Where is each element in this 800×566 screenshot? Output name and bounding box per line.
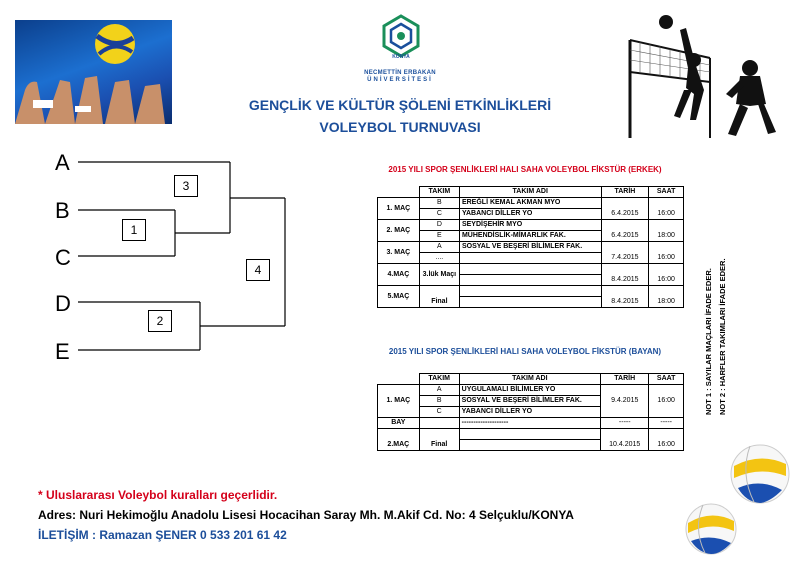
note-2: NOT 2 : HARFLER TAKIMLARI İFADE EDER. — [718, 258, 727, 415]
team-name: SOSYAL VE BEŞERİ BİLİMLER FAK. — [459, 242, 601, 253]
table-row — [378, 220, 684, 231]
team-code: C — [419, 407, 459, 418]
col-header-time: SAAT — [649, 187, 684, 198]
match-time: 16:00 — [649, 242, 684, 264]
match-date: 6.4.2015 — [601, 198, 649, 220]
university-name-line1: NECMETTİN ERBAKAN — [364, 70, 436, 76]
col-header-team: TAKIM — [419, 187, 459, 198]
team-code: Final — [419, 286, 459, 308]
women-fixture-title: 2015 YILI SPOR ŞENLİKLERİ HALI SAHA VOLEYBOL FİKSTÜR (BAYAN) — [388, 347, 662, 356]
table-row — [378, 418, 684, 429]
match-date: ----- — [601, 418, 649, 429]
team-code: B — [419, 198, 459, 209]
team-name — [459, 264, 601, 275]
table-row — [378, 429, 684, 440]
team-name — [459, 297, 601, 308]
team-letter-c: C — [55, 245, 71, 270]
volleyball-icon — [730, 444, 790, 504]
team-name: YABANCI DİLLER YO — [459, 209, 601, 220]
match-label: 1. MAÇ — [378, 385, 420, 418]
university-name — [350, 70, 450, 84]
volleyball-players-silhouette — [600, 10, 790, 140]
match-date: 8.4.2015 — [601, 286, 649, 308]
team-code: D — [419, 220, 459, 231]
match-label: 3. MAÇ — [378, 242, 420, 264]
match-date: 10.4.2015 — [601, 429, 649, 451]
team-code: B — [419, 396, 459, 407]
col-header-team-name: TAKIM ADI — [459, 187, 601, 198]
col-header-team-name: TAKIM ADI — [459, 374, 600, 385]
team-letter-d: D — [55, 291, 71, 316]
team-code: A — [419, 242, 459, 253]
match-time: 16:00 — [649, 198, 684, 220]
men-fixture-title: 2015 YILI SPOR ŞENLİKLERİ HALI SAHA VOLEYBOL FİKSTÜR (ERKEK) — [388, 165, 662, 174]
team-letter-e: E — [55, 339, 70, 364]
event-title: GENÇLİK VE KÜLTÜR ŞÖLENİ ETKİNLİKLERİ — [248, 97, 552, 113]
women-fixture-table — [377, 373, 684, 451]
match-date: 6.4.2015 — [601, 220, 649, 242]
team-name: MÜHENDİSLİK-MİMARLIK FAK. — [459, 231, 601, 242]
team-name — [459, 286, 601, 297]
team-name: SEYDİŞEHİR MYO — [459, 220, 601, 231]
match-label: 5.MAÇ — [378, 286, 420, 308]
team-letter-b: B — [55, 198, 70, 223]
table-row — [378, 286, 684, 297]
university-logo — [378, 14, 424, 64]
match-time: 18:00 — [649, 286, 684, 308]
match-date: 7.4.2015 — [601, 242, 649, 264]
note-1: NOT 1 : SAYILAR MAÇLARI İFADE EDER. — [704, 268, 713, 415]
team-name: EREĞLİ KEMAL AKMAN MYO — [459, 198, 601, 209]
team-code: E — [419, 231, 459, 242]
match-label: BAY — [378, 418, 420, 429]
col-header-time: SAAT — [649, 374, 684, 385]
logo-city: KONYA — [392, 54, 410, 60]
match-box-1: 1 — [122, 219, 146, 241]
team-name — [459, 253, 601, 264]
notes — [694, 215, 730, 415]
table-header-row — [378, 187, 684, 198]
team-name: -------------------- — [459, 418, 600, 429]
match-label: 4.MAÇ — [378, 264, 420, 286]
table-row — [378, 242, 684, 253]
match-time: 16:00 — [649, 429, 684, 451]
table-header-row — [378, 374, 684, 385]
match-time: ----- — [649, 418, 684, 429]
match-label: 2.MAÇ — [378, 429, 420, 451]
team-name — [459, 275, 601, 286]
contact-info: İLETİŞİM : Ramazan ŞENER 0 533 201 61 42 — [38, 528, 287, 542]
table-row — [378, 264, 684, 275]
table-row — [378, 198, 684, 209]
table-row — [378, 385, 684, 396]
match-label: 1. MAÇ — [378, 198, 420, 220]
volleyball-hands-photo — [15, 20, 172, 124]
match-box-3: 3 — [174, 175, 198, 197]
team-letter-a: A — [55, 150, 70, 175]
team-name: YABANCI DİLLER YO — [459, 407, 600, 418]
team-code: Final — [419, 429, 459, 451]
team-code: A — [419, 385, 459, 396]
match-label: 2. MAÇ — [378, 220, 420, 242]
match-time: 16:00 — [649, 385, 684, 418]
col-header-team: TAKIM — [419, 374, 459, 385]
tournament-title: VOLEYBOL TURNUVASI — [319, 119, 481, 135]
team-code: .... — [419, 253, 459, 264]
match-time: 16:00 — [649, 264, 684, 286]
match-date: 9.4.2015 — [601, 385, 649, 418]
men-fixture-table — [377, 186, 684, 308]
match-time: 18:00 — [649, 220, 684, 242]
rules-note: * Uluslararası Voleybol kuralları geçerlidir. — [38, 488, 278, 502]
team-name: SOSYAL VE BEŞERİ BİLİMLER FAK. — [459, 396, 600, 407]
match-box-2: 2 — [148, 310, 172, 332]
university-name-line2: ÜNİVERSİTESİ — [367, 77, 433, 83]
team-code: C — [419, 209, 459, 220]
team-code: 3.lük Maçı — [419, 264, 459, 286]
volleyball-icon — [685, 503, 737, 555]
match-date: 8.4.2015 — [601, 264, 649, 286]
address: Adres: Nuri Hekimoğlu Anadolu Lisesi Hocacihan Saray Mh. M.Akif Cd. No: 4 Selçuklu/KONYA — [38, 508, 574, 522]
col-header-date: TARİH — [601, 374, 649, 385]
match-box-4: 4 — [246, 259, 270, 281]
team-name: UYGULAMALI BİLİMLER YO — [459, 385, 600, 396]
col-header-date: TARİH — [601, 187, 649, 198]
